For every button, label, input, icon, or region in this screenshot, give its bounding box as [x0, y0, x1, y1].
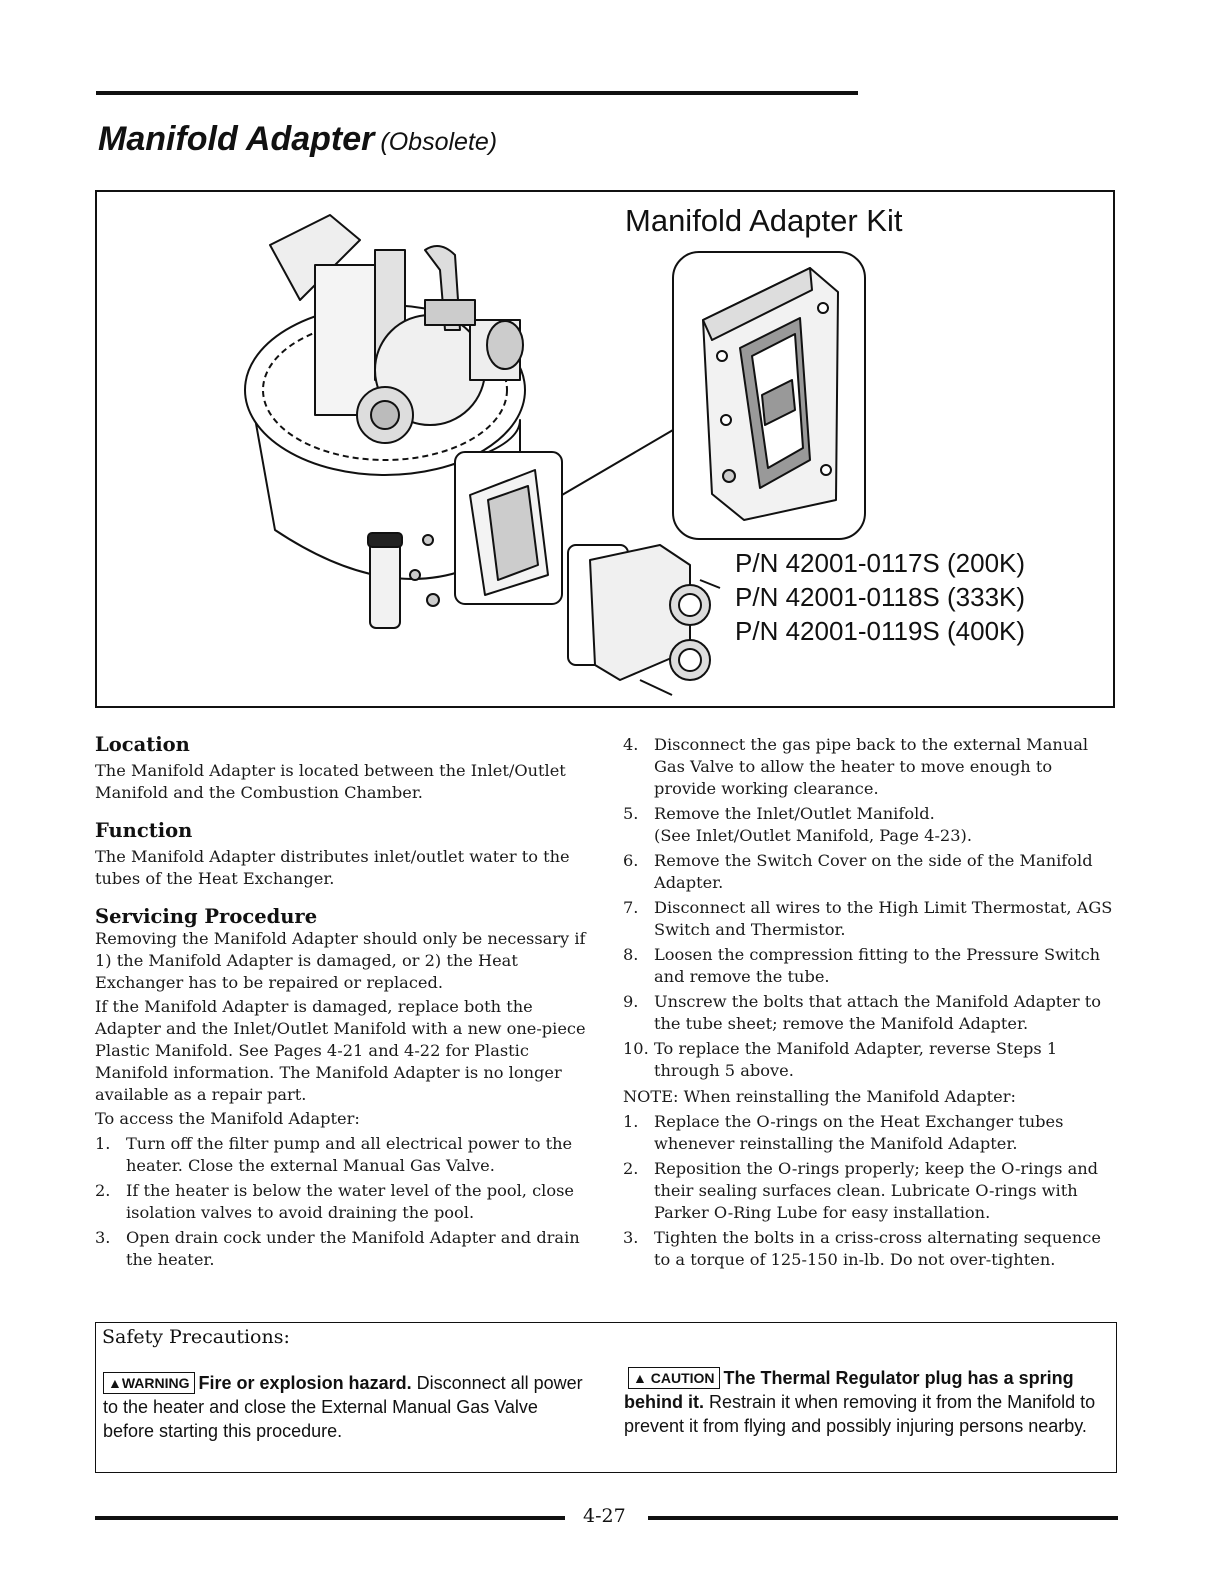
warning-badge-label: WARNING — [121, 1375, 190, 1391]
step-text: If the heater is below the water level of the pool, close isolation valves to avoid draining the pool. — [126, 1181, 574, 1222]
warning-bold: Fire or explosion hazard. — [198, 1373, 412, 1393]
list-item — [623, 850, 1118, 894]
list-item — [95, 1227, 590, 1271]
step-text: Unscrew the bolts that attach the Manifold Adapter to the tube sheet; remove the Manifold Adapter. — [654, 992, 1102, 1033]
caution-text: Restrain it when removing it from the Manifold to prevent it from flying and possibly injuring persons nearby. — [624, 1392, 1096, 1436]
warning-block — [103, 1371, 593, 1443]
step-number: 2. — [95, 1181, 111, 1200]
step-text: Replace the O-rings on the Heat Exchanger tubes whenever reinstalling the Manifold Adapter. — [654, 1112, 1064, 1153]
list-item — [623, 1158, 1118, 1224]
location-text: The Manifold Adapter is located between the Inlet/Outlet Manifold and the Combustion Chamber. — [95, 761, 566, 802]
warning-triangle-icon: ▲ — [108, 1375, 122, 1391]
servicing-para1: Removing the Manifold Adapter should only be necessary if 1) the Manifold Adapter is damaged, or 2) the Heat Exchanger has to be repaired or replaced. — [95, 929, 586, 992]
caution-triangle-icon: ▲ — [633, 1370, 651, 1386]
note-text: NOTE: When reinstalling the Manifold Adapter: — [623, 1087, 1016, 1106]
step-text: Disconnect all wires to the High Limit Thermostat, AGS Switch and Thermistor. — [654, 898, 1113, 939]
left-column — [95, 734, 590, 1271]
step-text: To replace the Manifold Adapter, reverse Steps 1 through 5 above. — [654, 1039, 1058, 1080]
top-rule — [96, 91, 858, 95]
list-item — [623, 1227, 1118, 1271]
step-number: 2. — [623, 1159, 639, 1178]
step-text: Disconnect the gas pipe back to the external Manual Gas Valve to allow the heater to move enough to provide working clearance. — [654, 735, 1089, 798]
kit-title: Manifold Adapter Kit — [625, 203, 903, 238]
step-text: Reposition the O-rings properly; keep the O-rings and their sealing surfaces clean. Lubricate O-rings with Parker O-Ring Lube for easy installation. — [654, 1159, 1099, 1222]
function-heading: Function — [95, 819, 193, 842]
warning-badge — [103, 1372, 195, 1394]
footer-rule-right — [648, 1516, 1118, 1520]
caution-bold: The Thermal Regulator plug has a spring behind it. — [624, 1368, 1074, 1412]
step-number: 10. — [623, 1039, 649, 1058]
servicing-heading: Servicing Procedure — [95, 905, 318, 928]
step-text: Open drain cock under the Manifold Adapter and drain the heater. — [126, 1228, 580, 1269]
page-title-text: Manifold Adapter — [98, 120, 375, 158]
step-number: 1. — [623, 1112, 639, 1131]
step-number: 3. — [623, 1228, 639, 1247]
step-number: 6. — [623, 851, 639, 870]
step-number: 8. — [623, 945, 639, 964]
list-item — [623, 944, 1118, 988]
step-reference: (See Inlet/Outlet Manifold, Page 4-23). — [654, 826, 972, 845]
caution-badge-label: CAUTION — [650, 1370, 715, 1386]
step-number: 9. — [623, 992, 639, 1011]
step-text: Remove the Inlet/Outlet Manifold. — [654, 804, 935, 823]
footer-rule-left — [95, 1516, 565, 1520]
part-number: P/N 42001-0117S (200K) — [735, 548, 1026, 578]
access-text: To access the Manifold Adapter: — [95, 1109, 360, 1128]
step-text: Remove the Switch Cover on the side of the Manifold Adapter. — [654, 851, 1093, 892]
step-number: 4. — [623, 735, 639, 754]
list-item — [623, 1111, 1118, 1155]
caution-block — [624, 1366, 1114, 1438]
safety-title: Safety Precautions: — [102, 1326, 290, 1348]
part-number: P/N 42001-0118S (333K) — [735, 582, 1026, 612]
page-number: 4-27 — [583, 1505, 626, 1527]
warning-text: Disconnect all power to the heater and close the External Manual Gas Valve before starting this procedure. — [103, 1373, 583, 1441]
step-number: 3. — [95, 1228, 111, 1247]
page-title — [98, 120, 497, 159]
step-text: Loosen the compression fitting to the Pressure Switch and remove the tube. — [654, 945, 1101, 986]
list-item — [623, 803, 1118, 847]
list-item — [623, 734, 1118, 800]
location-heading: Location — [95, 733, 190, 756]
list-item — [95, 1133, 590, 1177]
page-subtitle: (Obsolete) — [380, 128, 498, 156]
part-number: P/N 42001-0119S (400K) — [735, 616, 1026, 646]
right-column — [623, 734, 1118, 1271]
caution-badge — [628, 1367, 720, 1389]
step-number: 7. — [623, 898, 639, 917]
list-item — [95, 1180, 590, 1224]
step-number: 5. — [623, 804, 639, 823]
list-item — [623, 991, 1118, 1035]
step-text: Turn off the filter pump and all electrical power to the heater. Close the external Manual Gas Valve. — [126, 1134, 573, 1175]
list-item — [623, 1038, 1118, 1082]
list-item — [623, 897, 1118, 941]
step-number: 1. — [95, 1134, 111, 1153]
function-text: The Manifold Adapter distributes inlet/outlet water to the tubes of the Heat Exchanger. — [95, 847, 570, 888]
servicing-para2: If the Manifold Adapter is damaged, replace both the Adapter and the Inlet/Outlet Manifold with a new one-piece Plastic Manifold. See Pages 4-21 and 4-22 for Plastic Manifold information. The Manifold Adapter is no longer available as a repair part. — [95, 997, 586, 1104]
step-text: Tighten the bolts in a criss-cross alternating sequence to a torque of 125-150 in-lb. Do not over-tighten. — [654, 1228, 1101, 1269]
